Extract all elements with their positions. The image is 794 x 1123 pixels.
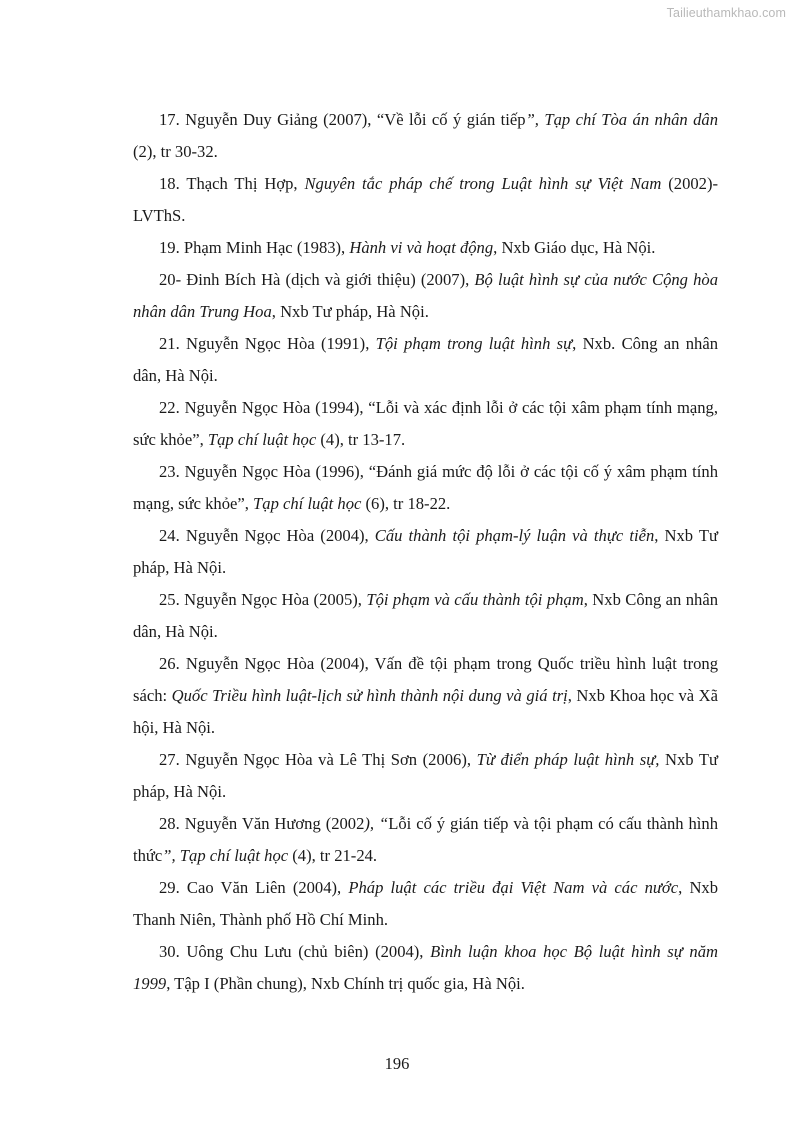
page-number: 196: [384, 1054, 410, 1073]
reference-list: [133, 104, 718, 1000]
reference-item: 27. Nguyễn Ngọc Hòa và Lê Thị Sơn (2006), Từ điển pháp luật hình sự, Nxb Tư pháp, Hà Nội.: [133, 750, 718, 801]
reference-item: 25. Nguyễn Ngọc Hòa (2005), Tội phạm và cấu thành tội phạm, Nxb Công an nhân dân, Hà Nội.: [133, 590, 718, 641]
reference-item: 19. Phạm Minh Hạc (1983), Hành vi và hoạt động, Nxb Giáo dục, Hà Nội.: [159, 238, 656, 257]
watermark: Tailieuthamkhao.com: [666, 6, 786, 20]
reference-item: 17. Nguyễn Duy Giảng (2007), “Về lỗi cố ý gián tiếp”, Tạp chí Tòa án nhân dân (2), tr 30-32.: [133, 110, 719, 161]
reference-item: 24. Nguyễn Ngọc Hòa (2004), Cấu thành tội phạm-lý luận và thực tiễn, Nxb Tư pháp, Hà Nội.: [133, 526, 719, 577]
reference-item: 30. Uông Chu Lưu (chủ biên) (2004), Bình luận khoa học Bộ luật hình sự năm 1999, Tập I (Phần chung), Nxb Chính trị quốc gia, Hà Nội.: [133, 942, 719, 993]
reference-item: 18. Thạch Thị Hợp, Nguyên tắc pháp chế trong Luật hình sự Việt Nam (2002)-LVThS.: [133, 174, 719, 225]
reference-item: 22. Nguyễn Ngọc Hòa (1994), “Lỗi và xác định lỗi ở các tội xâm phạm tính mạng, sức khỏe”, Tạp chí luật học (4), tr 13-17.: [133, 398, 718, 449]
reference-item: 28. Nguyễn Văn Hương (2002), “Lỗi cố ý gián tiếp và tội phạm có cấu thành hình thức”, Tạp chí luật học (4), tr 21-24.: [133, 814, 718, 865]
reference-item: 26. Nguyễn Ngọc Hòa (2004), Vấn đề tội phạm trong Quốc triều hình luật trong sách: Quốc Triều hình luật-lịch sử hình thành nội dung và giá trị, Nxb Khoa học và Xã hội, Hà Nội.: [133, 654, 719, 737]
reference-item: 20- Đinh Bích Hà (dịch và giới thiệu) (2007), Bộ luật hình sự của nước Cộng hòa nhân dân Trung Hoa, Nxb Tư pháp, Hà Nội.: [133, 270, 718, 321]
reference-item: 23. Nguyễn Ngọc Hòa (1996), “Đánh giá mức độ lỗi ở các tội cố ý xâm phạm tính mạng, sức khỏe”, Tạp chí luật học (6), tr 18-22.: [133, 462, 718, 513]
reference-item: 29. Cao Văn Liên (2004), Pháp luật các triều đại Việt Nam và các nước, Nxb Thanh Niên, Thành phố Hồ Chí Minh.: [133, 878, 719, 929]
reference-item: 21. Nguyễn Ngọc Hòa (1991), Tội phạm trong luật hình sự, Nxb. Công an nhân dân, Hà Nội.: [133, 334, 718, 385]
